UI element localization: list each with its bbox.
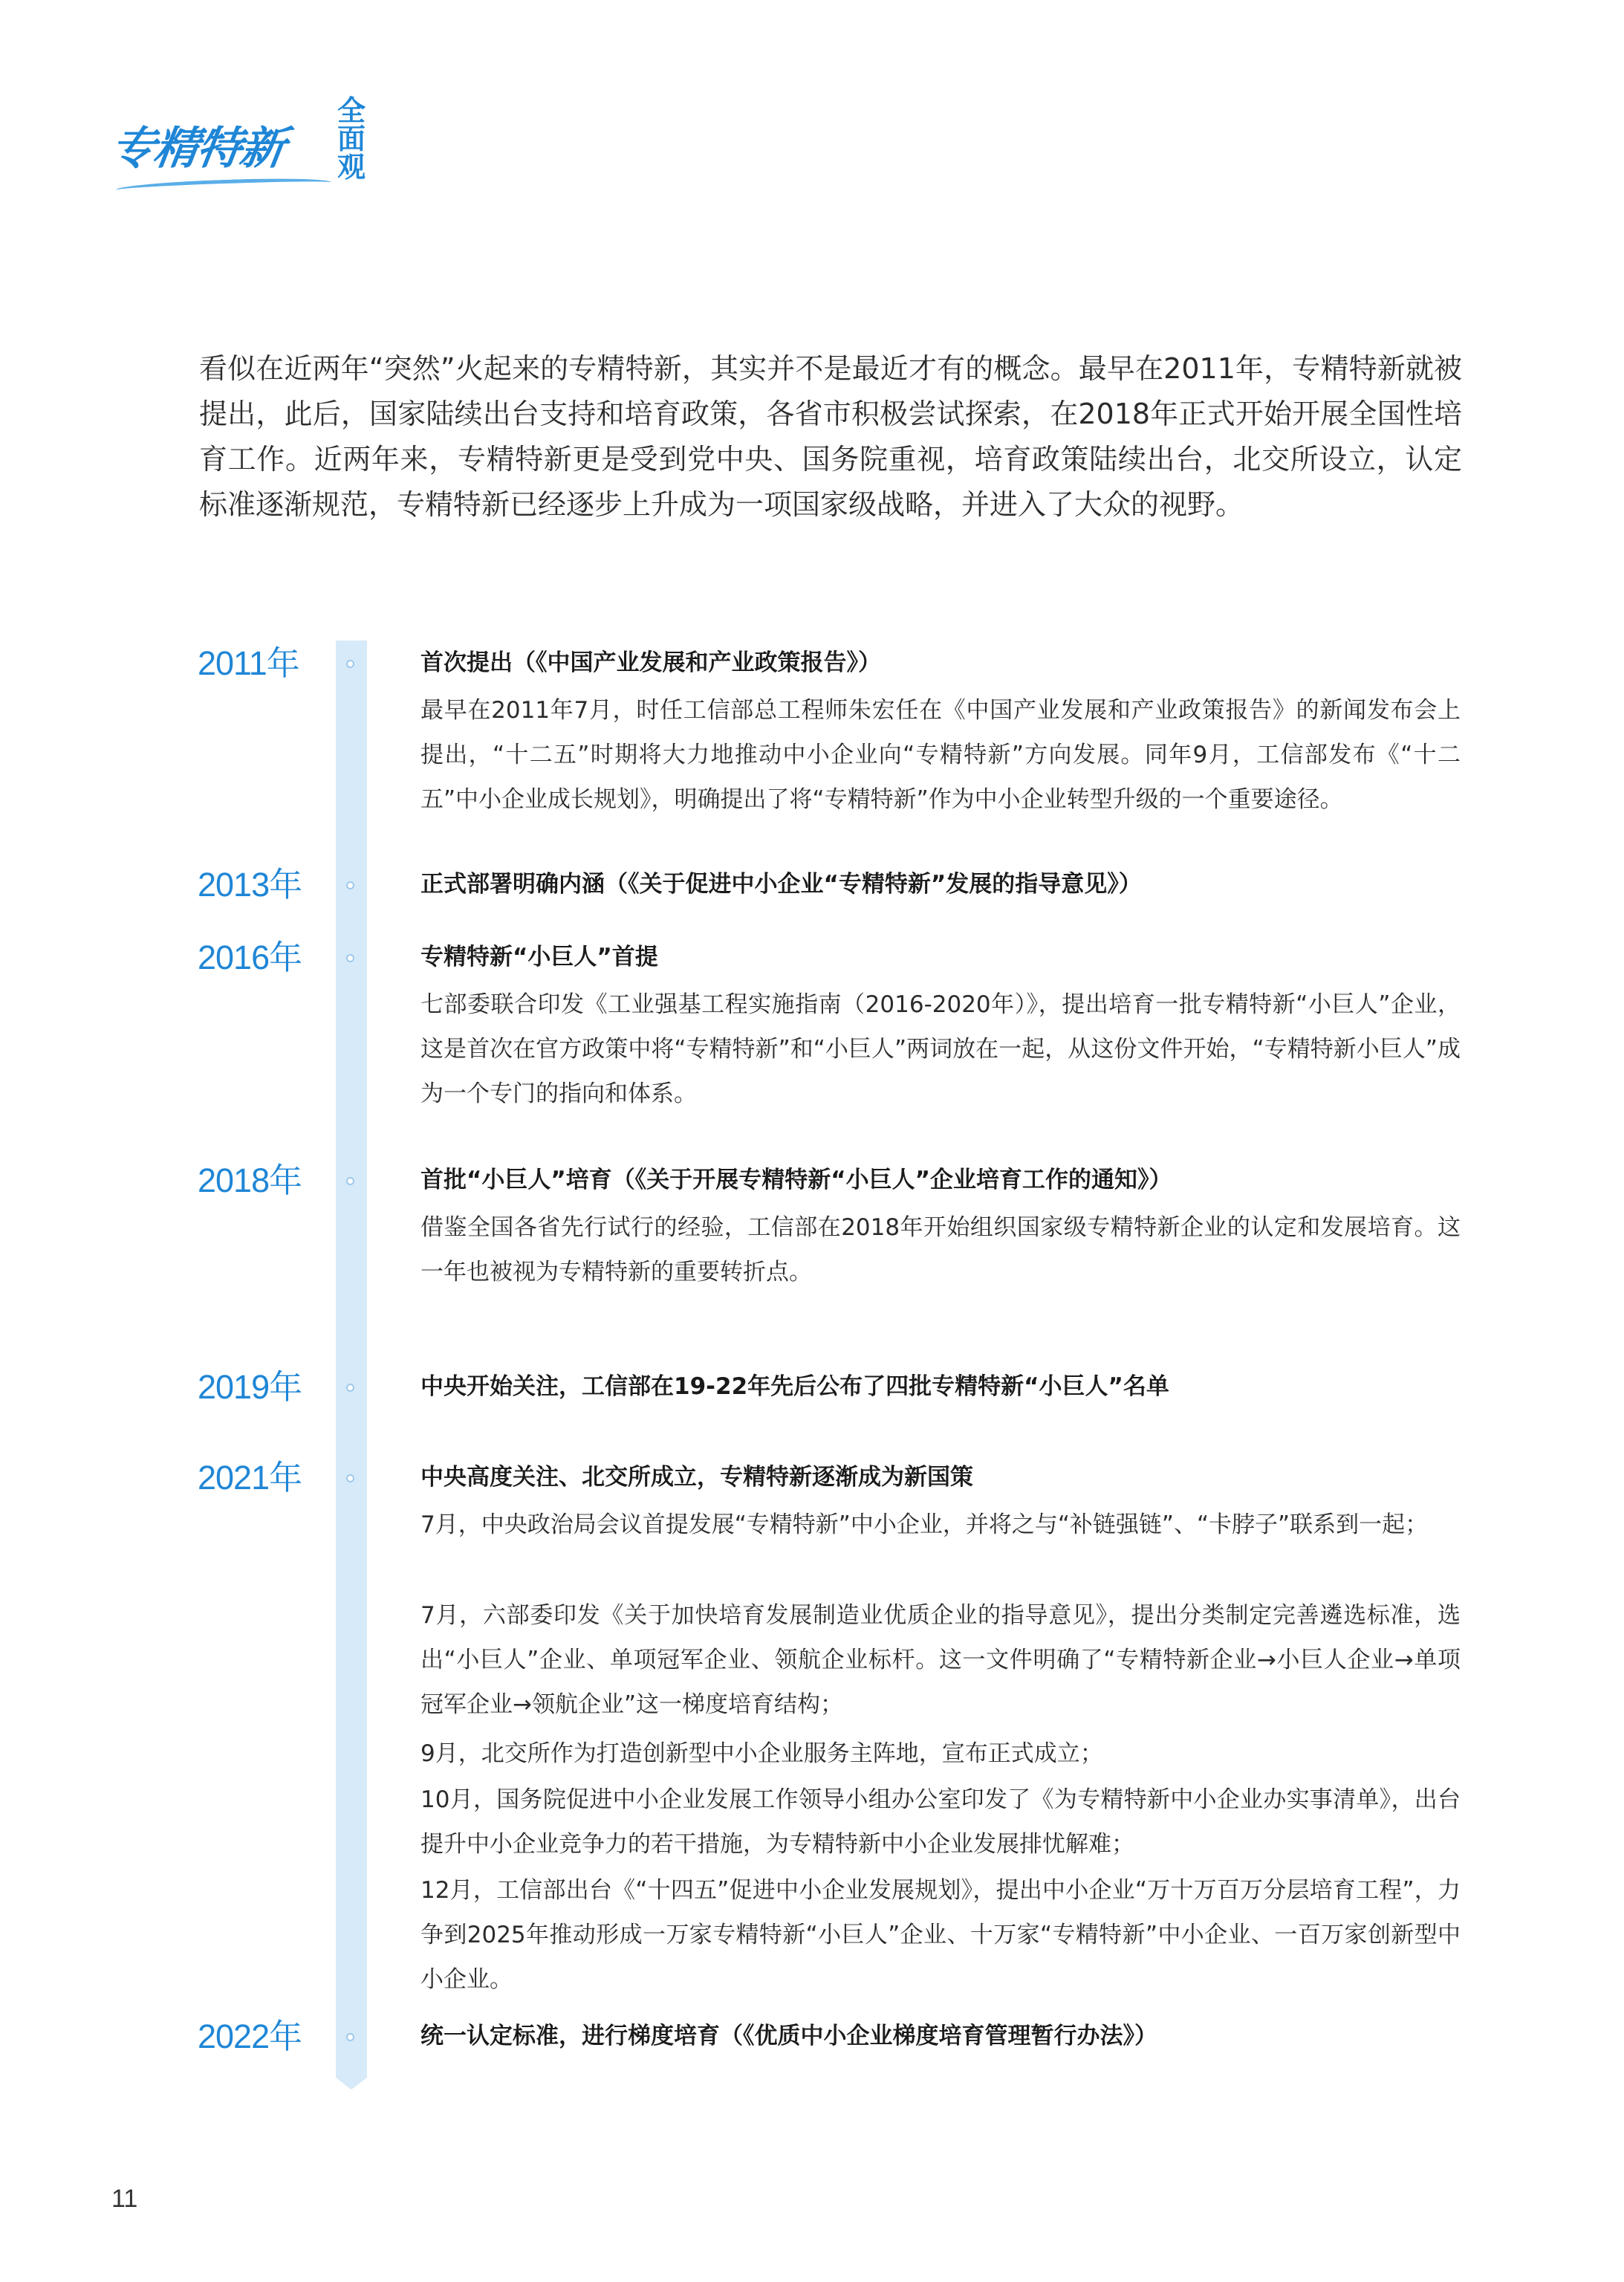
timeline-heading: 中央高度关注、北交所成立，专精特新逐渐成为新国策	[420, 1464, 973, 1491]
intro-paragraph: 看似在近两年“突然”火起来的专精特新，其实并不是最近才有的概念。最早在2011年，专精特新就被提出，此后，国家陆续出台支持和培育政策，各省市积极尝试探索，在2018年正式开始开展全国性培育工作。近两年来，专精特新更是受到党中央、国务院重视，培育政策陆续出台，北交所设立，认定标准逐渐规范，专精特新已经逐步上升成为一项国家级战略，并进入了大众的视野。	[199, 352, 1462, 521]
timeline-heading: 正式部署明确内涵（《关于促进中小企业“专精特新”发展的指导意见》）	[420, 871, 1142, 898]
timeline-dot	[346, 954, 354, 962]
timeline-paragraph: 7月，中央政治局会议首提发展“专精特新”中小企业，并将之与“补链强链”、“卡脖子”联系到一起；	[420, 1511, 1429, 1538]
timeline-dot	[346, 1384, 354, 1392]
timeline-paragraph: 7月，六部委印发《关于加快培育发展制造业优质企业的指导意见》，提出分类制定完善遴选标准，选出“小巨人”企业、单项冠军企业、领航企业标杆。这一文件明确了“专精特新企业→小巨人企业→单项冠军企业→领航企业”这一梯度培育结构；	[420, 1602, 1461, 1718]
timeline-year: 2016年	[198, 939, 302, 976]
timeline-band	[336, 641, 367, 871]
timeline-year: 2011年	[198, 644, 299, 682]
timeline-year: 2018年	[198, 1161, 302, 1199]
logo-main-text: 专精特新	[107, 123, 288, 175]
timeline-band	[336, 1437, 367, 2017]
timeline-band	[336, 2000, 367, 2090]
timeline-year: 2019年	[198, 1368, 302, 1406]
timeline-dot	[346, 1474, 354, 1482]
logo-side-char: 观	[337, 151, 366, 184]
timeline-band	[336, 1135, 367, 1358]
timeline-dot	[346, 881, 354, 889]
timeline-dot	[346, 660, 354, 668]
timeline-heading: 专精特新“小巨人”首提	[420, 944, 658, 970]
timeline-paragraph: 12月，工信部出台《“十四五”促进中小企业发展规划》，提出中小企业“万十万百万分层培育工程”，力争到2025年推动形成一万家专精特新“小巨人”企业、十万家“专精特新”中小企业、一百万家创新型中小企业。	[420, 1877, 1461, 1993]
timeline-dot	[346, 1177, 354, 1185]
timeline-dot	[346, 2033, 354, 2041]
page-number: 11	[111, 2185, 138, 2213]
timeline-heading: 统一认定标准，进行梯度培育（《优质中小企业梯度培育管理暂行办法》）	[420, 2023, 1157, 2049]
timeline-paragraph: 七部委联合印发《工业强基工程实施指南（2016-2020年）》，提出培育一批专精特新“小巨人”企业，这是首次在官方政策中将“专精特新”和“小巨人”两词放在一起，从这份文件开始，“专精特新小巨人”成为一个专门的指向和体系。	[420, 991, 1461, 1107]
logo-side-char: 全	[337, 94, 366, 127]
timeline-paragraph: 9月，北交所作为打造创新型中小企业服务主阵地，宣布正式成立；	[420, 1740, 1103, 1767]
timeline-year: 2013年	[198, 866, 302, 904]
timeline-year: 2021年	[198, 1459, 302, 1497]
timeline-paragraph: 最早在2011年7月，时任工信部总工程师朱宏任在《中国产业发展和产业政策报告》的新闻发布会上提出，“十二五”时期将大力地推动中小企业向“专精特新”方向发展。同年9月，工信部发布《“十二五”中小企业成长规划》，明确提出了将“专精特新”作为中小企业转型升级的一个重要途径。	[420, 697, 1461, 813]
timeline-heading: 首批“小巨人”培育（《关于开展专精特新“小巨人”企业培育工作的通知》）	[420, 1167, 1172, 1193]
timeline-band	[336, 1342, 367, 1453]
timeline-band	[336, 855, 367, 936]
timeline-year: 2022年	[198, 2017, 302, 2055]
logo-side-char: 面	[337, 123, 366, 155]
timeline-heading: 中央开始关注，工信部在19-22年先后公布了四批专精特新“小巨人”名单	[420, 1373, 1169, 1400]
timeline-paragraph: 借鉴全国各省先行试行的经验，工信部在2018年开始组织国家级专精特新企业的认定和发展培育。这一年也被视为专精特新的重要转折点。	[420, 1214, 1461, 1286]
timeline-heading: 首次提出（《中国产业发展和产业政策报告》）	[420, 649, 881, 676]
timeline-paragraph: 10月，国务院促进中小企业发展工作领导小组办公室印发了《为专精特新中小企业办实事清单》，出台提升中小企业竞争力的若干措施，为专精特新中小企业发展排忧解难；	[420, 1786, 1461, 1858]
